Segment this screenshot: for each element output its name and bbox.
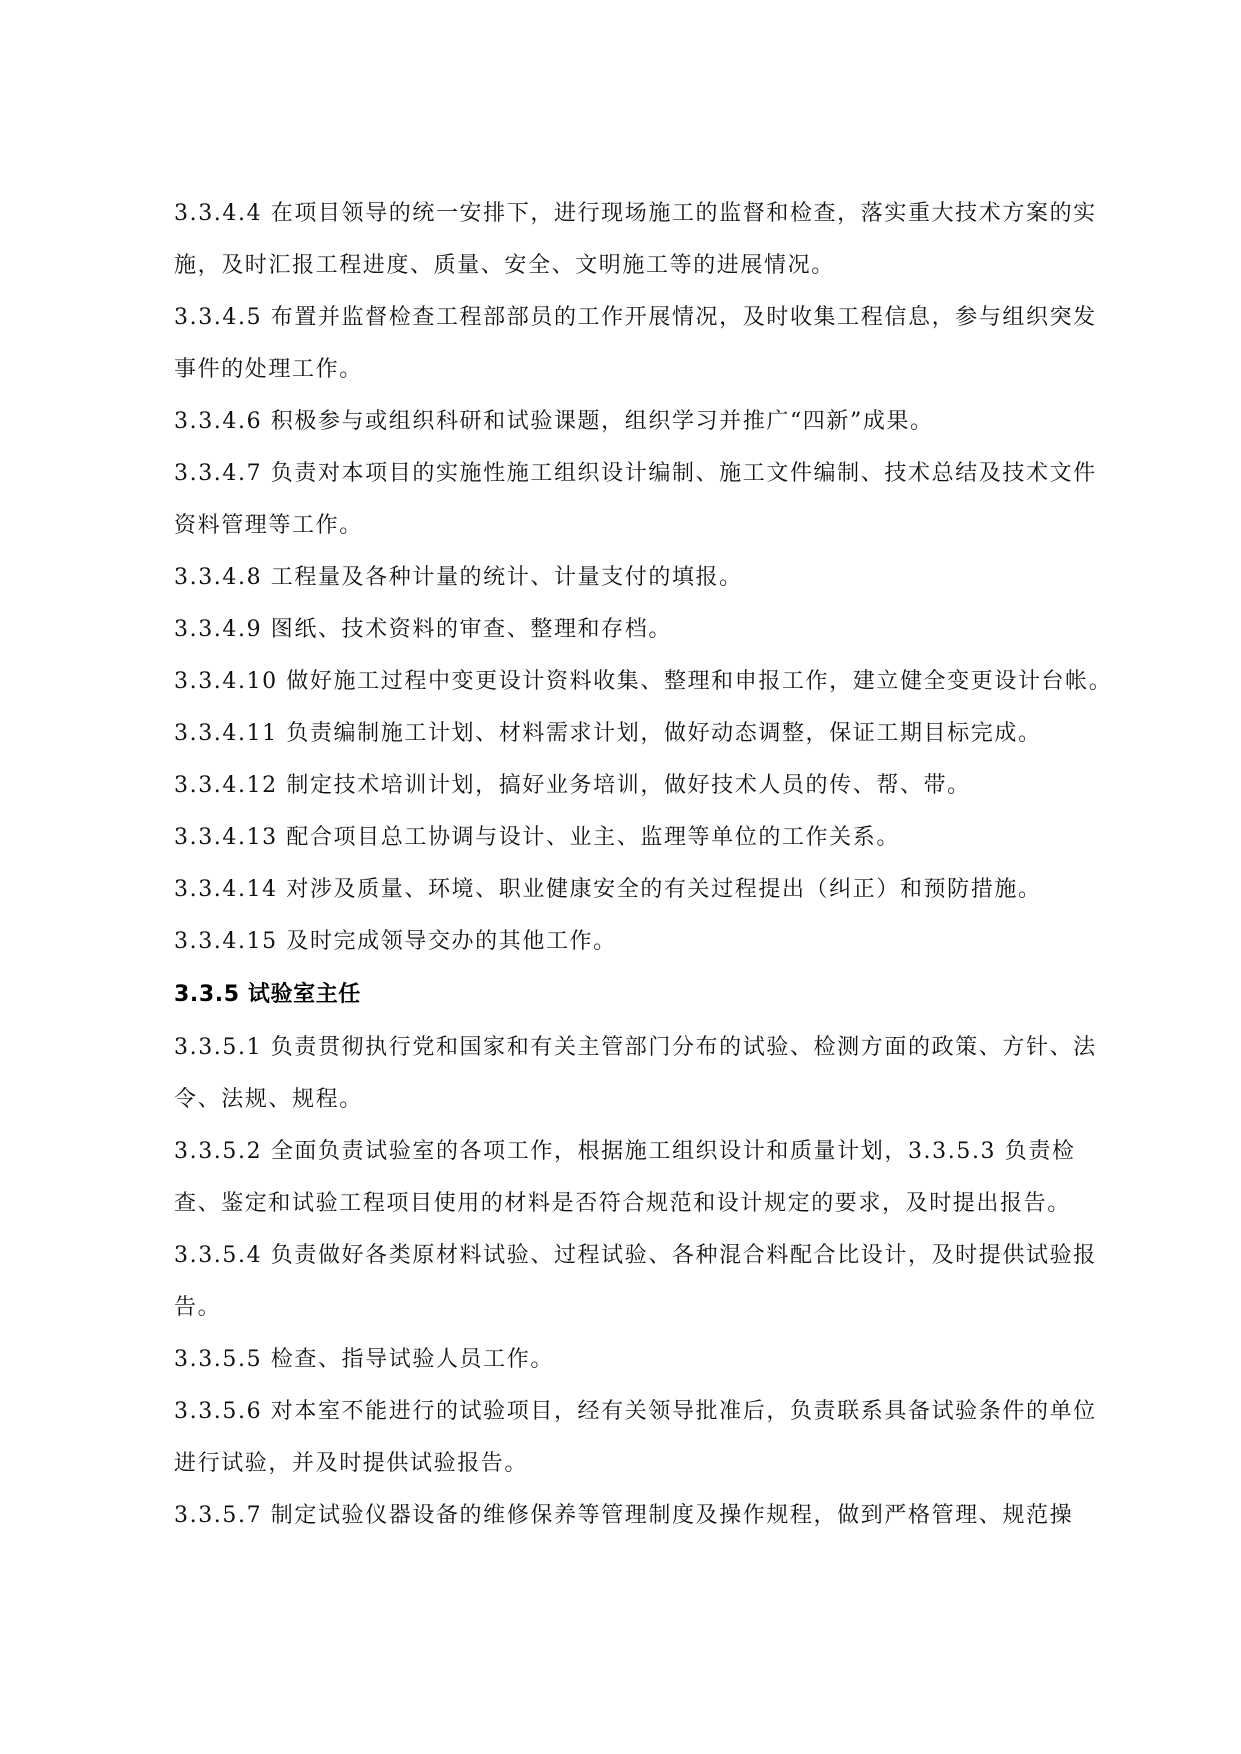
clause-3-3-5-4: 3.3.5.4 负责做好各类原材料试验、过程试验、各种混合料配合比设计，及时提供试验报告。 [174, 1243, 1097, 1320]
section-heading-3-3-5: 3.3.5 试验室主任 [174, 982, 361, 1007]
clause-3-3-4-15: 3.3.4.15 及时完成领导交办的其他工作。 [174, 929, 617, 954]
clause-3-3-4-9: 3.3.4.9 图纸、技术资料的审查、整理和存档。 [174, 617, 672, 642]
clause-3-3-4-11: 3.3.4.11 负责编制施工计划、材料需求计划，做好动态调整，保证工期目标完成。 [174, 721, 1042, 746]
clause-3-3-4-10: 3.3.4.10 做好施工过程中变更设计资料收集、整理和申报工作，建立健全变更设计台帐。 [174, 669, 1113, 694]
clause-3-3-4-5: 3.3.4.5 布置并监督检查工程部部员的工作开展情况，及时收集工程信息，参与组织突发事件的处理工作。 [174, 305, 1097, 382]
clause-3-3-5-7: 3.3.5.7 制定试验仪器设备的维修保养等管理制度及操作规程，做到严格管理、规范操 [174, 1503, 1074, 1528]
clause-3-3-5-5: 3.3.5.5 检查、指导试验人员工作。 [174, 1347, 554, 1372]
clause-3-3-4-8: 3.3.4.8 工程量及各种计量的统计、计量支付的填报。 [174, 565, 743, 590]
clause-3-3-5-2: 3.3.5.2 全面负责试验室的各项工作，根据施工组织设计和质量计划，3.3.5.3 负责检查、鉴定和试验工程项目使用的材料是否符合规范和设计规定的要求，及时提出报告。 [174, 1139, 1076, 1216]
clause-3-3-4-6: 3.3.4.6 积极参与或组织科研和试验课题，组织学习并推广“四新”成果。 [174, 409, 934, 434]
clause-3-3-4-13: 3.3.4.13 配合项目总工协调与设计、业主、监理等单位的工作关系。 [174, 825, 900, 850]
clause-3-3-4-12: 3.3.4.12 制定技术培训计划，搞好业务培训，做好技术人员的传、帮、带。 [174, 773, 971, 798]
clause-3-3-4-14: 3.3.4.14 对涉及质量、环境、职业健康安全的有关过程提出（纠正）和预防措施。 [174, 877, 1042, 902]
clause-3-3-4-4: 3.3.4.4 在项目领导的统一安排下，进行现场施工的监督和检查，落实重大技术方案的实施，及时汇报工程进度、质量、安全、文明施工等的进展情况。 [174, 201, 1097, 278]
clause-3-3-5-1: 3.3.5.1 负责贯彻执行党和国家和有关主管部门分布的试验、检测方面的政策、方针、法令、法规、规程。 [174, 1035, 1097, 1112]
clause-3-3-4-7: 3.3.4.7 负责对本项目的实施性施工组织设计编制、施工文件编制、技术总结及技术文件资料管理等工作。 [174, 461, 1097, 538]
clause-3-3-5-6: 3.3.5.6 对本室不能进行的试验项目，经有关领导批准后，负责联系具备试验条件的单位进行试验，并及时提供试验报告。 [174, 1399, 1097, 1476]
